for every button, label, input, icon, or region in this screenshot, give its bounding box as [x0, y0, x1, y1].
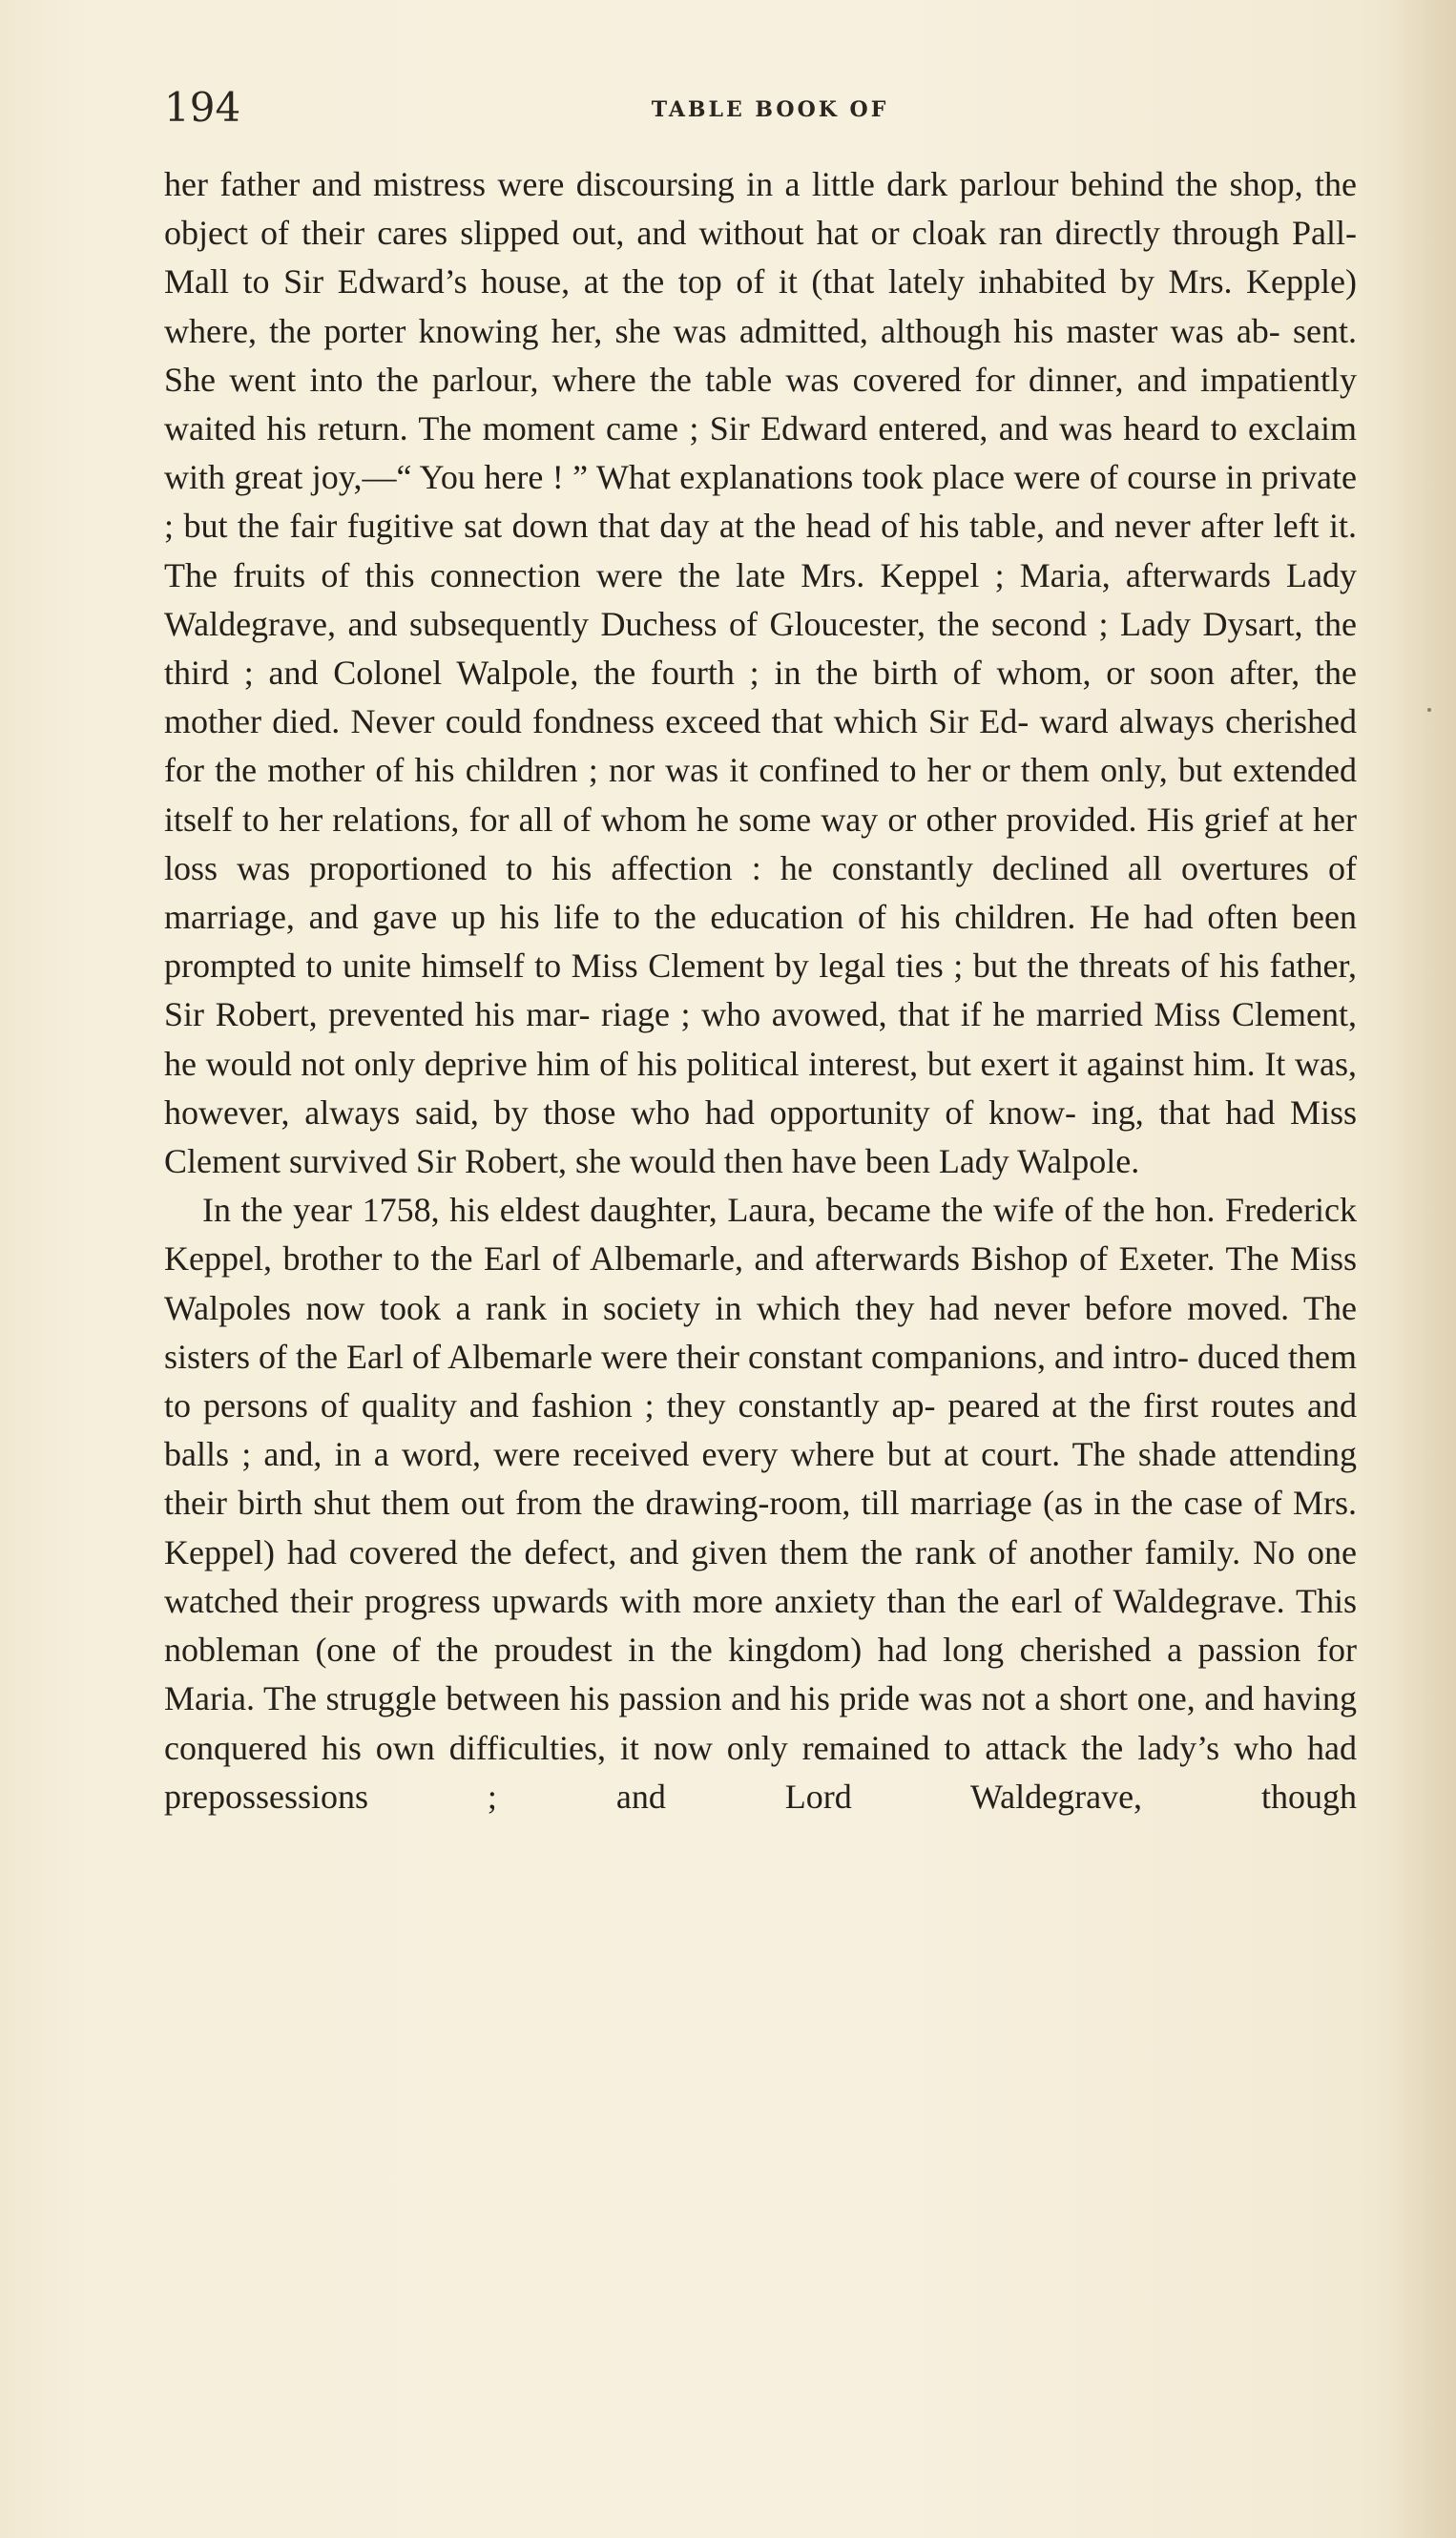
- paragraph: In the year 1758, his eldest daughter, Laura, became the wife of the hon. Frederick Keppel, brother to the Earl of Albemarle, and afterwards Bishop of Exeter. The Miss Walpoles now took a rank in society in which they had never before moved. The sisters of the Earl of Albemarle were their constant companions, and intro- duced them to persons of quality and fashion ; they constantly ap- peared at the first routes and balls ; and, in a word, were received every where but at court. The shade attending their birth shut them out from the drawing-room, till marriage (as in the case of Mrs. Keppel) had covered the defect, and given them the rank of another family. No one watched their progress upwards with more anxiety than the earl of Waldegrave. This nobleman (one of the proudest in the kingdom) had long cherished a passion for Maria. The struggle between his passion and his pride was not a short one, and having conquered his own difficulties, it now only remained to attack the lady’s who had prepossessions ; and Lord Waldegrave, though: [164, 1191, 1357, 1816]
- paragraph-continuation: her father and mistress were discoursing in a little dark parlour behind the shop, the object of their cares slipped out, and without hat or cloak ran directly through Pall-Mall to Sir Edward’s house, at the top of it (that lately inhabited by Mrs. Kepple) where, the porter knowing her, she was admitted, although his master was ab- sent. She went into the parlour, where the table was covered for dinner, and impatiently waited his return. The moment came ; Sir Edward entered, and was heard to exclaim with great joy,—“ You here ! ” What explanations took place were of course in private ; but the fair fugitive sat down that day at the head of his table, and never after left it. The fruits of this connection were the late Mrs. Keppel ; Maria, afterwards Lady Waldegrave, and subsequently Duchess of Gloucester, the second ; Lady Dysart, the third ; and Colonel Walpole, the fourth ; in the birth of whom, or soon after, the mother died. Never could fondness exceed that which Sir Ed- ward always cherished for the mother of his children ; nor was it confined to her or them only, but extended itself to her relations, for all of whom he some way or other provided. His grief at her loss was proportioned to his affection : he constantly declined all overtures of marriage, and gave up his life to the education of his children. He had often been prompted to unite himself to Miss Clement by legal ties ; but the threats of his father, Sir Robert, prevented his mar- riage ; who avowed, that if he married Miss Clement, he would not only deprive him of his political interest, but exert it against him. It was, however, always said, by those who had opportunity of know- ing, that had Miss Clement survived Sir Robert, she would then have been Lady Walpole.: [164, 165, 1357, 1181]
- body-text: [164, 160, 1357, 1821]
- running-head: TABLE BOOK OF: [651, 97, 889, 122]
- page-number: 194: [164, 84, 241, 131]
- page-header: [164, 84, 1376, 141]
- page-edge-shadow: [1389, 0, 1456, 2538]
- paper-speck: [1427, 708, 1431, 712]
